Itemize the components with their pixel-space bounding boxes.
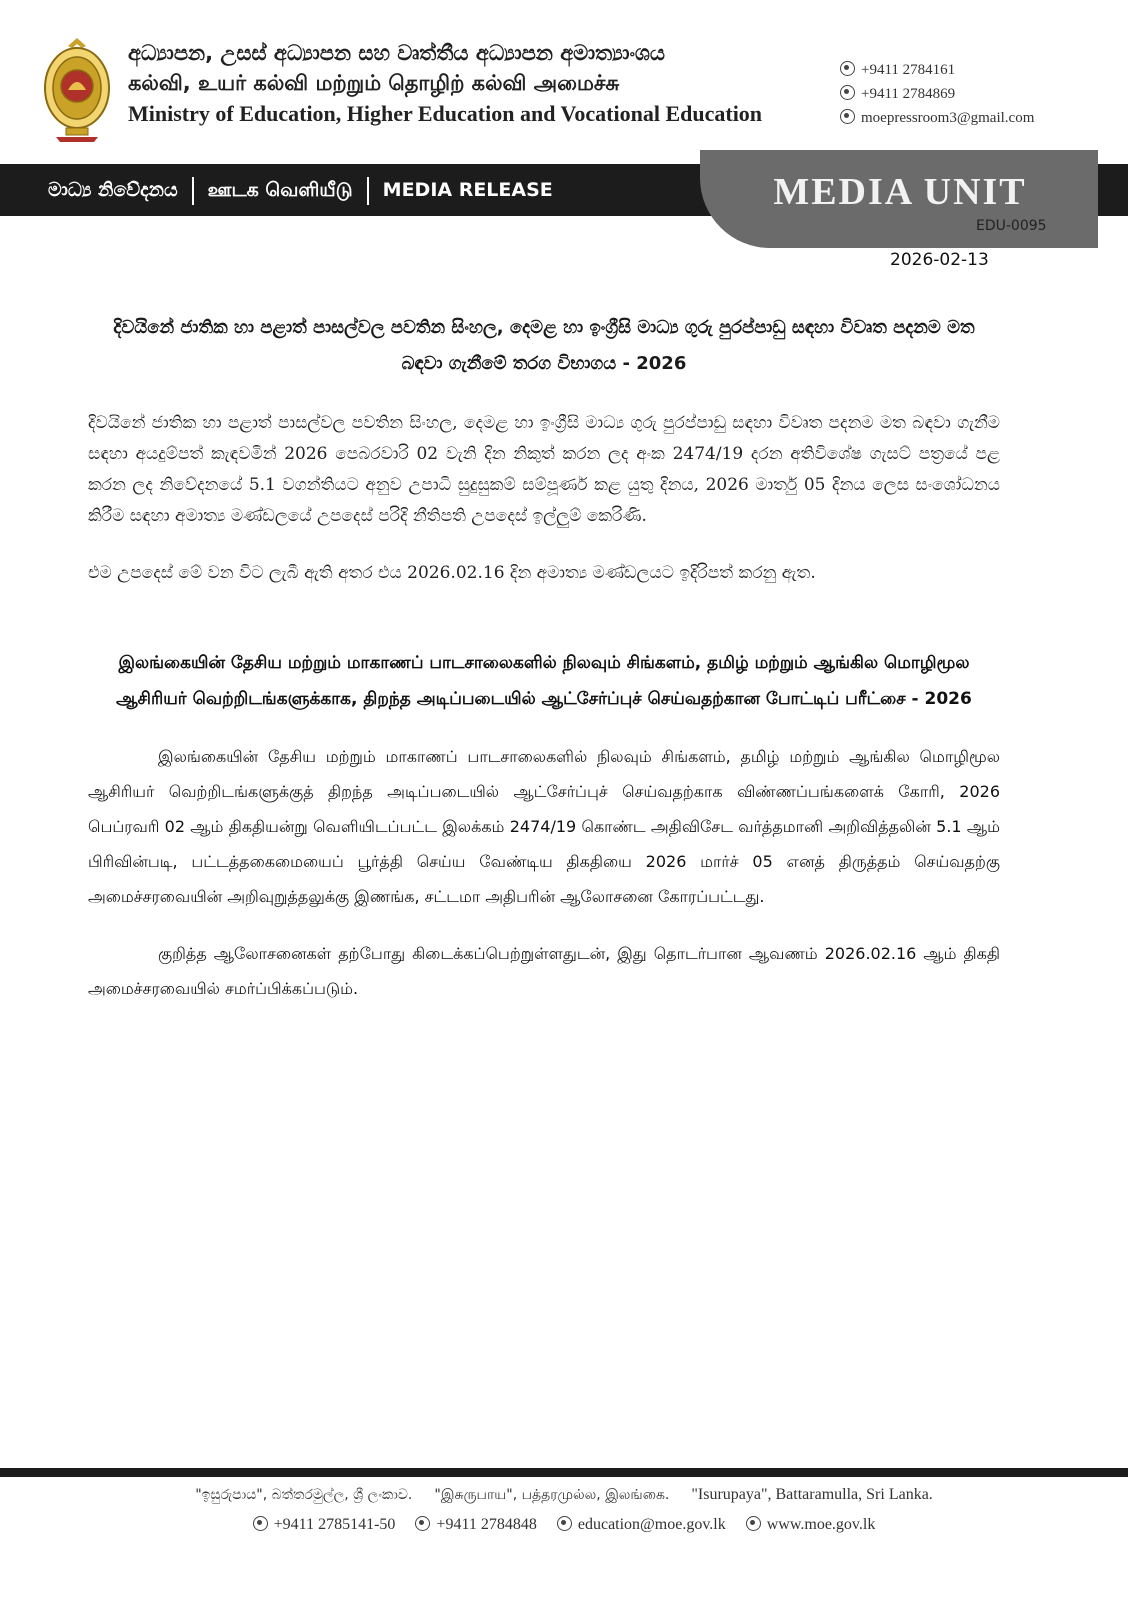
footer-web — [746, 1516, 876, 1533]
media-release-labels — [48, 164, 553, 216]
contact-phone — [840, 58, 1034, 82]
email-icon — [557, 1516, 572, 1531]
footer-contacts — [0, 1516, 1128, 1534]
email-icon — [840, 109, 855, 124]
sinhala-paragraph-2: එම උපදෙස් මේ වන විට ලැබී ඇති අතර එය 2026.02.16 දින අමාත්‍ය මණ්ඩලයට ඉදිරිපත් කරනු ඇත. — [88, 563, 816, 583]
tamil-paragraph-1: இலங்கையின் தேசிய மற்றும் மாகாணப் பாடசாலைகளில் நிலவும் சிங்களம், தமிழ் மற்றும் ஆங்கில மொழிமூல ஆசிரியர் வெற்றிடங்களுக்குத் திறந்த அடிப்படையில் ஆட்சேர்ப்புச் செய்வதற்காக விண்ணப்பங்களைக் கோரி, 2026 பெப்ரவரி 02 ஆம் திகதியன்று வெளியிடப்பட்ட இலக்கம் 2474/19 கொண்ட அதிவிசேட வர்த்தமானி அறிவித்தலின் 5.1 ஆம் பிரிவின்படி, பட்டத்தகைமையைப் பூர்த்தி செய்ய வேண்டிய திகதியை 2026 மார்ச் 05 எனத் திருத்தம் செய்வதற்கு அமைச்சரவையின் அறிவுறுத்தலுக்கு இணங்க, சட்டமா அதிபரின் ஆலோசனை கோரப்பட்டது. — [88, 747, 1000, 906]
ministry-name — [128, 38, 818, 130]
sinhala-paragraph-1: දිවයිනේ ජාතික හා පළාත් පාසල්වල පවතින සිංහල, දෙමළ හා ඉංග්‍රීසි මාධ්‍ය ගුරු පුරප්පාඩු සඳහා විවෘත පදනම මත බඳවා ගැනීම සඳහා අයදුම්පත් කැඳවමින් 2026 පෙබරවාරි 02 වැනි දින නිකුත් කරන ලද අංක 2474/19 දරන අතිවිශේෂ ගැසට් පත්‍රයේ පළ කරන ලද නිවේදනයේ 5.1 වගන්තියට අනුව උපාධි සුදුසුකම් සම්පූර්ණ කළ යුතු දිනය, 2026 මාර්තු 05 දිනය ලෙස සංශෝධනය කිරීම සඳහා අමාත්‍ය මණ්ඩලයේ උපදෙස් පරිදි නීතිපති උපදෙස් ඉල්ලුම් කෙරිණි. — [88, 413, 1000, 526]
national-emblem-icon — [42, 36, 112, 144]
phone-icon — [840, 61, 855, 76]
fax-icon — [415, 1516, 430, 1531]
band-divider — [192, 177, 194, 205]
globe-icon — [746, 1516, 761, 1531]
address-tamil: "இசுருபாய", பத்தரமுல்ல, இலங்கை. — [434, 1487, 670, 1503]
footer-phone-number: +9411 2785141-50 — [273, 1516, 396, 1533]
phone-number: +9411 2784161 — [861, 62, 956, 78]
footer-fax — [415, 1516, 536, 1533]
release-date: 2026-02-13 — [890, 250, 989, 270]
ministry-name-english: Ministry of Education, Higher Education and Vocational Education — [128, 101, 763, 126]
sinhala-title: දිවයිනේ ජාතික හා පළාත් පාසල්වල පවතින සිංහල, දෙමළ හා ඉංග්‍රීසි මාධ්‍ය ගුරු පුරප්පාඩු සඳහා විවෘත පදනම මත බඳවා ගැනීමේ තරග විභාගය - 2026 — [113, 317, 975, 374]
release-body — [88, 310, 1000, 1006]
footer-fax-number: +9411 2784848 — [436, 1516, 537, 1533]
ministry-name-sinhala: අධ්‍යාපන, උසස් අධ්‍යාපන සහ වෘත්තීය අධ්‍යාපන අමාත්‍යාංශය — [128, 41, 666, 65]
footer-email — [557, 1516, 726, 1533]
footer-phone — [253, 1516, 396, 1533]
reference-number: EDU-0095 — [976, 218, 1047, 234]
footer-website[interactable]: www.moe.gov.lk — [766, 1516, 876, 1533]
address-english: "Isurupaya", Battaramulla, Sri Lanka. — [691, 1486, 933, 1503]
tamil-paragraph-2: குறித்த ஆலோசனைகள் தற்போது கிடைக்கப்பெற்றுள்ளதுடன், இது தொடர்பான ஆவணம் 2026.02.16 ஆம் திகதி அமைச்சரவையில் சமர்ப்பிக்கப்படும். — [88, 944, 1000, 998]
tamil-title: இலங்கையின் தேசிய மற்றும் மாகாணப் பாடசாலைகளில் நிலவும் சிங்களம், தமிழ் மற்றும் ஆங்கில மொழிமூல ஆசிரியர் வெற்றிடங்களுக்காக, திறந்த அடிப்படையில் ஆட்சேர்ப்புச் செய்வதற்கான போட்டிப் பரீட்சை - 2026 — [116, 653, 972, 709]
fax-icon — [840, 85, 855, 100]
phone-icon — [253, 1516, 268, 1531]
contact-block — [840, 58, 1034, 130]
fax-number: +9411 2784869 — [861, 86, 956, 102]
band-label-sinhala: මාධ්‍ය නිවේදනය — [48, 179, 178, 201]
media-unit-title: MEDIA UNIT — [773, 171, 1027, 213]
footer-rule — [0, 1468, 1128, 1477]
footer-address — [0, 1486, 1128, 1505]
letterhead — [0, 0, 1128, 160]
band-label-tamil: ஊடக வெளியீடு — [207, 179, 353, 201]
footer-email-address[interactable]: education@moe.gov.lk — [577, 1516, 726, 1533]
contact-fax — [840, 82, 1034, 106]
contact-email — [840, 106, 1034, 130]
ministry-name-tamil: கல்வி, உயர் கல்வி மற்றும் தொழிற் கல்வி அமைச்சு — [128, 71, 620, 95]
band-label-english: MEDIA RELEASE — [382, 179, 553, 201]
band-divider — [367, 177, 369, 205]
email-address[interactable]: moepressroom3@gmail.com — [861, 110, 1035, 126]
address-sinhala: "ඉසුරුපාය", බත්තරමුල්ල, ශ්‍රී ලංකාව. — [195, 1487, 413, 1503]
